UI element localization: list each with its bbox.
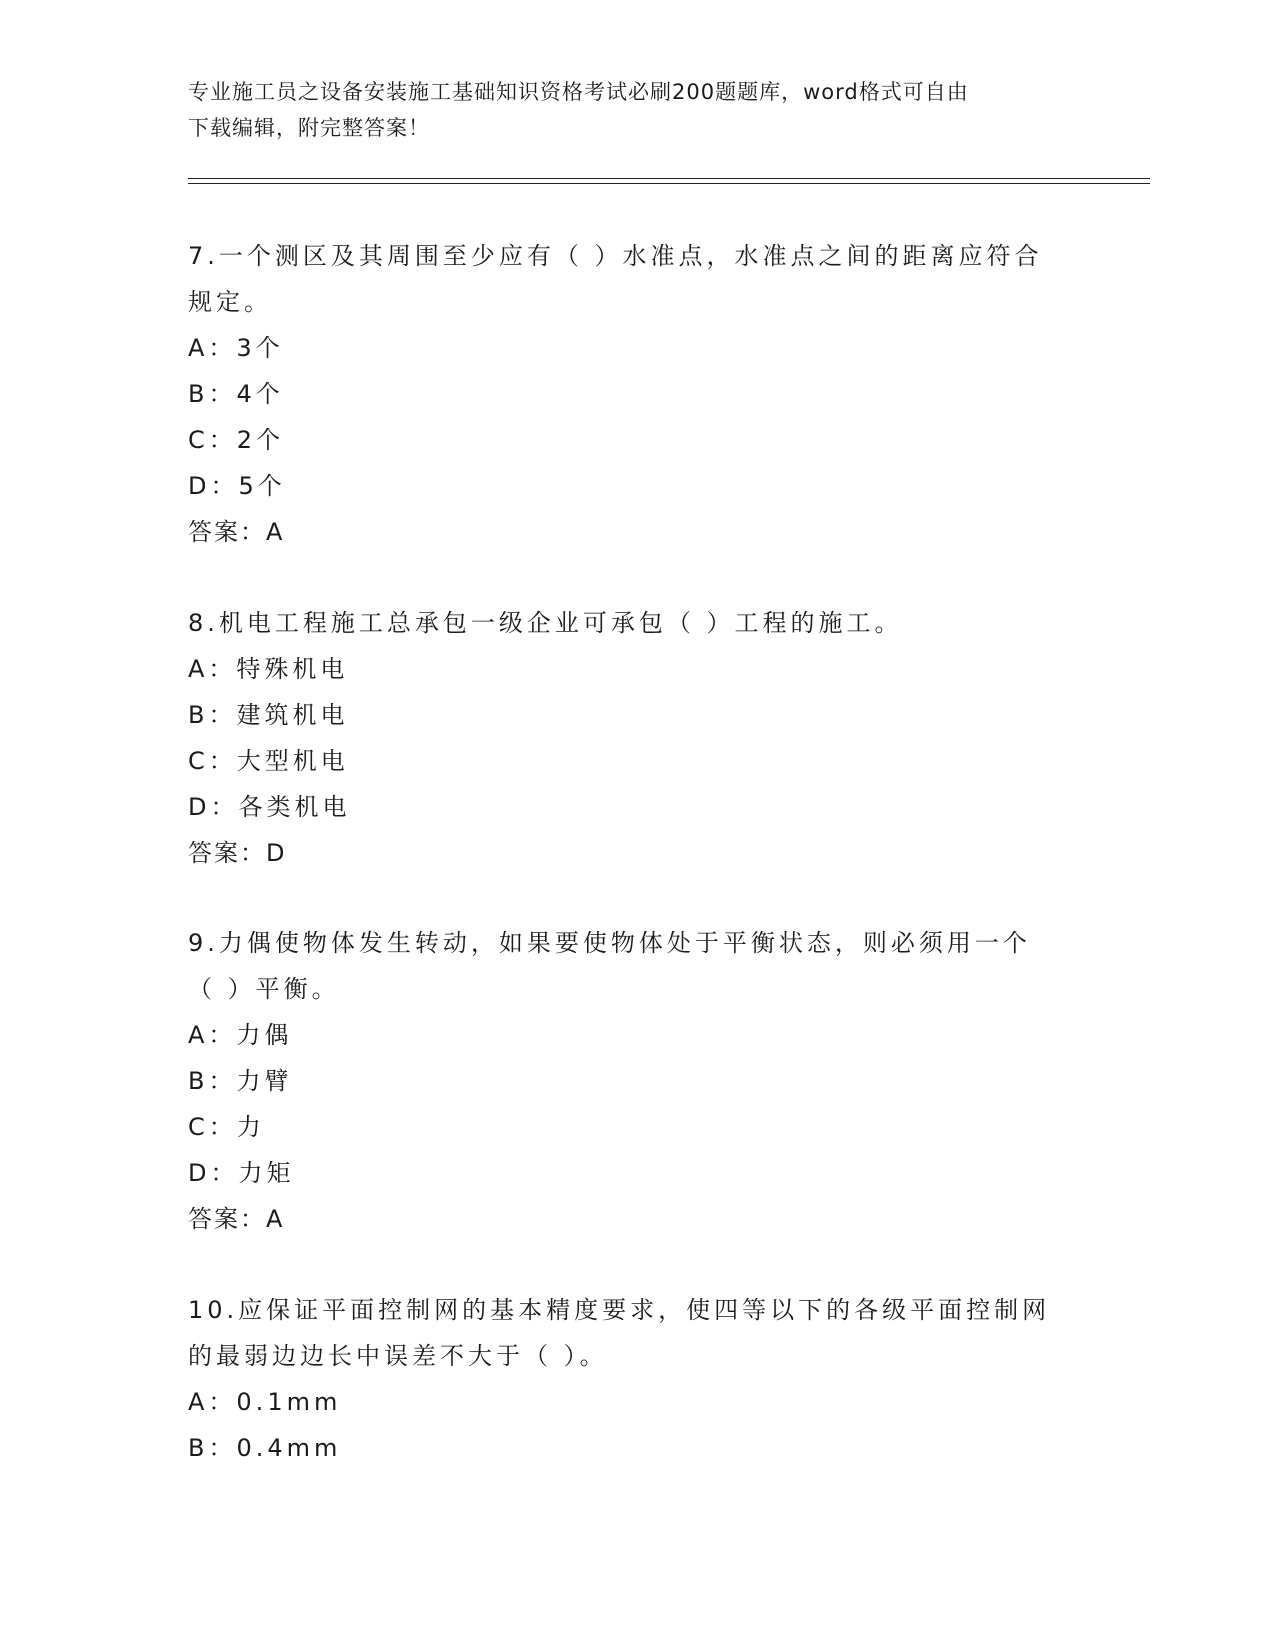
header-divider-top — [188, 178, 1150, 179]
option-b: B：力臂 — [188, 1067, 293, 1095]
option-c: C：大型机电 — [188, 747, 349, 775]
option-b: B：0.4mm — [188, 1434, 342, 1462]
question-10 — [188, 1287, 1088, 1471]
option-a: A：0.1mm — [188, 1388, 342, 1416]
document-header — [188, 74, 1088, 146]
question-text-line-2: 的最弱边边长中误差不大于（ ）。 — [188, 1342, 608, 1370]
question-text — [188, 1287, 1088, 1379]
header-divider-bottom — [188, 183, 1150, 184]
option-a: A：特殊机电 — [188, 655, 349, 683]
option-b: B：4个 — [188, 380, 284, 408]
option-a: A：3个 — [188, 334, 284, 362]
header-line-1: 专业施工员之设备安装施工基础知识资格考试必刷200题题库，word格式可自由 — [188, 80, 969, 104]
question-text-line-2: 规定。 — [188, 288, 272, 316]
question-text — [188, 920, 1088, 1012]
option-d: D：各类机电 — [188, 793, 351, 821]
question-text-line-2: （ ）平衡。 — [188, 975, 340, 1003]
question-7 — [188, 233, 1088, 555]
option-c: C：2个 — [188, 426, 285, 454]
question-text — [188, 600, 1088, 646]
question-9 — [188, 920, 1088, 1242]
answer-label: 答案：A — [188, 518, 285, 546]
question-8 — [188, 600, 1088, 876]
question-text-line-1: 8.机电工程施工总承包一级企业可承包（ ）工程的施工。 — [188, 609, 903, 637]
answer-label: 答案：D — [188, 839, 287, 867]
question-text-line-1: 7.一个测区及其周围至少应有（ ）水准点，水准点之间的距离应符合 — [188, 242, 1043, 270]
question-text — [188, 233, 1088, 325]
option-c: C：力 — [188, 1113, 265, 1141]
header-line-2: 下载编辑，附完整答案！ — [188, 116, 430, 140]
option-a: A：力偶 — [188, 1021, 293, 1049]
option-d: D：5个 — [188, 472, 286, 500]
question-text-line-1: 9.力偶使物体发生转动，如果要使物体处于平衡状态，则必须用一个 — [188, 929, 1031, 957]
option-b: B：建筑机电 — [188, 701, 349, 729]
answer-label: 答案：A — [188, 1205, 285, 1233]
option-d: D：力矩 — [188, 1159, 295, 1187]
question-text-line-1: 10.应保证平面控制网的基本精度要求，使四等以下的各级平面控制网 — [188, 1296, 1051, 1324]
